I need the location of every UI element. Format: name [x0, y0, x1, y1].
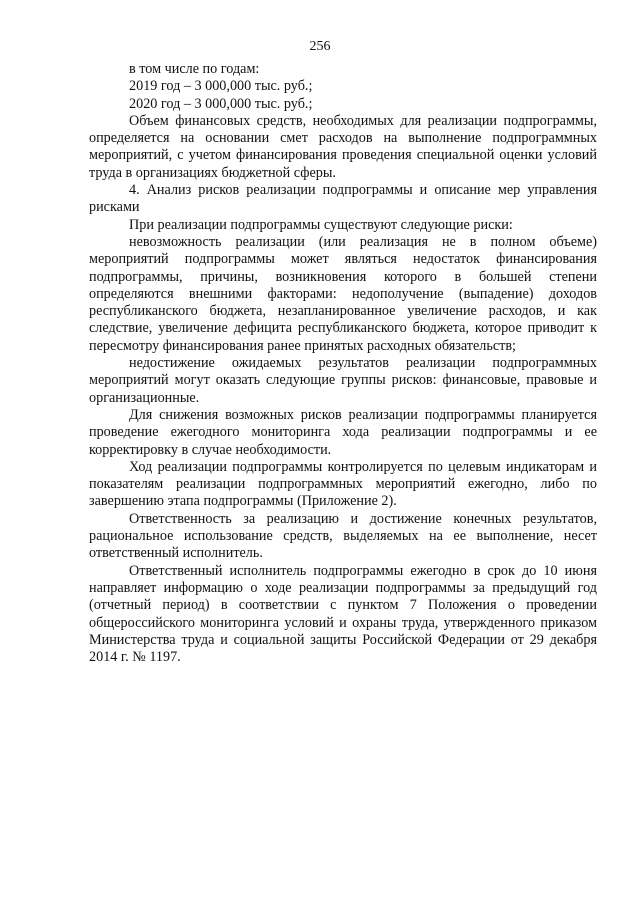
section-heading-risks: 4. Анализ рисков реализации подпрограммы и описание мер управления рисками: [89, 182, 597, 216]
document-body: [89, 61, 597, 666]
paragraph-reporting: Ответственный исполнитель подпрограммы ежегодно в срок до 10 июня направляет информацию о ходе реализации подпрограммы за предыдущий год (отчетный период) в соответствии с пунктом 7 Положения о проведении общероссийского мониторинга условий и охраны труда, утвержденного приказом Министерства труда и социальной защиты Российской Федерации от 29 декабря 2014 г. № 1197.: [89, 562, 597, 666]
paragraph-years-intro: в том числе по годам:: [129, 61, 260, 77]
paragraph-year-2020: 2020 год – 3 000,000 тыс. руб.;: [129, 95, 313, 112]
paragraph-control: Ход реализации подпрограммы контролируется по целевым индикаторам и показателям реализации подпрограммных мероприятий ежегодно, либо по завершению этапа подпрограммы (Приложение 2).: [89, 458, 597, 510]
paragraph-risks-intro: При реализации подпрограммы существуют следующие риски:: [129, 216, 513, 233]
paragraph-risk-results: недостижение ожидаемых результатов реализации подпрограммных мероприятий могут оказать следующие группы рисков: финансовые, правовые и организационные.: [89, 355, 597, 406]
paragraph-funding: Объем финансовых средств, необходимых для реализации подпрограммы, определяется на основании смет расходов на выполнение подпрограммных мероприятий, с учетом финансирования проведения специальной оценки условий труда в организациях бюджетной сферы.: [89, 112, 597, 181]
paragraph-responsibility: Ответственность за реализацию и достижение конечных результатов, рациональное использование средств, выделяемых на ее выполнение, несет ответственный исполнитель.: [89, 510, 597, 562]
paragraph-risk-financing: невозможность реализации (или реализация не в полном объеме) мероприятий подпрограммы может являться недостаток финансирования подпрограммы, причины, возникновения которого в большей степени определяются внешними факторами: недополучение (выпадение) доходов республиканского бюджета, незапланированное увеличение расходов, и как следствие, увеличение дефицита республиканского бюджета, которое приводит к пересмотру финансирования ранее принятых расходных обязательств;: [89, 233, 597, 354]
page-number: 256: [309, 39, 331, 54]
paragraph-monitoring: Для снижения возможных рисков реализации подпрограммы планируется проведение ежегодного мониторинга хода реализации подпрограммы и ее корректировку в случае необходимости.: [89, 406, 597, 458]
paragraph-year-2019: 2019 год – 3 000,000 тыс. руб.;: [129, 78, 313, 95]
